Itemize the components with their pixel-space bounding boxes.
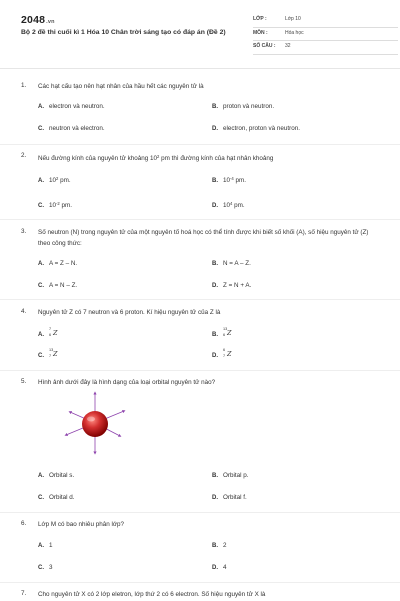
meta-value: Lớp 10 <box>285 16 301 22</box>
option-base: 10 <box>49 202 57 210</box>
element-symbol: Z <box>227 329 232 337</box>
question-4 <box>21 308 381 368</box>
option-text: 3 <box>49 564 53 571</box>
option-text: Orbital p. <box>223 472 249 479</box>
option-exponent: 2 <box>56 176 59 181</box>
question-text: Hình ảnh dưới đây là hình dạng của loại orbital nguyên tử nào? <box>38 379 216 386</box>
option-c[interactable] <box>38 201 72 209</box>
question-separator <box>0 219 400 220</box>
atomic-number: 7 <box>223 353 226 358</box>
option-d[interactable] <box>212 125 300 132</box>
option-exponent: 4 <box>230 201 233 206</box>
option-unit: pm. <box>233 177 246 185</box>
option-base: 10 <box>223 202 231 210</box>
option-letter: D. <box>212 203 218 210</box>
question-number: 4. <box>21 308 27 315</box>
option-base: 10 <box>223 177 231 185</box>
option-unit: pm. <box>232 202 245 210</box>
option-letter: B. <box>212 261 218 267</box>
option-text: 2 <box>223 542 227 549</box>
option-letter: D. <box>212 565 218 571</box>
question-number: 2. <box>21 152 27 159</box>
option-c[interactable] <box>38 564 53 571</box>
option-d[interactable] <box>212 201 245 209</box>
option-letter: A. <box>38 543 44 549</box>
question-separator <box>0 299 400 300</box>
header-divider <box>0 68 400 69</box>
element-symbol: Z <box>53 329 58 337</box>
question-separator <box>0 370 400 371</box>
option-unit: pm. <box>58 177 71 185</box>
option-text: Orbital s. <box>49 472 75 479</box>
option-text: A = Z – N. <box>49 260 78 267</box>
question-separator <box>0 512 400 513</box>
option-b[interactable] <box>212 260 251 267</box>
question-1 <box>21 82 381 142</box>
option-c[interactable] <box>38 494 75 501</box>
meta-table <box>253 14 398 55</box>
option-letter: B. <box>212 104 218 110</box>
option-text: N = A – Z. <box>223 260 251 267</box>
option-letter: A. <box>38 473 44 479</box>
nuclide-symbol <box>49 329 61 337</box>
option-text: electron và neutron. <box>49 103 105 110</box>
option-d[interactable] <box>212 282 251 289</box>
option-letter: A. <box>38 261 44 267</box>
document-title: Bộ 2 đề thi cuối kì 1 Hóa 10 Chân trời sáng tạo có đáp án (Đề 2) <box>21 29 226 36</box>
option-c[interactable] <box>38 350 61 359</box>
option-text: Orbital d. <box>49 494 75 501</box>
question-6 <box>21 520 381 580</box>
meta-label: SỐ CÂU : <box>253 43 276 49</box>
option-text: A = N – Z. <box>49 282 78 289</box>
orbital-sphere <box>82 411 108 437</box>
option-text: electron, proton và neutron. <box>223 125 301 132</box>
option-c[interactable] <box>38 282 77 289</box>
mass-number: 13 <box>223 327 228 331</box>
option-letter: C. <box>38 203 44 210</box>
option-base: 10 <box>49 177 57 185</box>
option-letter: A. <box>38 178 44 185</box>
question-text: Cho nguyên tử X có 2 lớp eletron, lớp thứ 2 có 6 electron. Số hiệu nguyên tử X là <box>38 591 266 598</box>
option-letter: C. <box>38 283 44 289</box>
option-letter: C. <box>38 495 44 501</box>
meta-label: MÔN : <box>253 29 268 36</box>
option-a[interactable] <box>38 176 71 184</box>
meta-row-class <box>253 14 398 28</box>
option-d[interactable] <box>212 564 227 571</box>
nuclide-symbol <box>49 350 61 358</box>
nuclide-symbol <box>223 329 235 337</box>
option-letter: C. <box>38 353 44 359</box>
option-letter: B. <box>212 178 218 185</box>
atomic-number: 6 <box>223 332 226 337</box>
question-separator <box>0 582 400 583</box>
document-header <box>21 14 381 60</box>
option-a[interactable] <box>38 329 61 338</box>
logo-text: 2048 <box>21 14 46 26</box>
mass-number: 13 <box>49 348 54 352</box>
option-b[interactable] <box>212 542 227 549</box>
question-number: 1. <box>21 82 27 89</box>
option-b[interactable] <box>212 329 235 338</box>
option-text: neutron và electron. <box>49 125 105 132</box>
option-letter: B. <box>212 332 218 338</box>
atomic-number: 6 <box>49 332 52 337</box>
question-2 <box>21 152 381 216</box>
element-symbol: Z <box>53 350 58 358</box>
option-a[interactable] <box>38 260 77 267</box>
option-letter: B. <box>212 543 218 549</box>
option-letter: D. <box>212 283 218 289</box>
option-exponent: -2 <box>56 201 60 206</box>
nuclide-symbol <box>223 350 235 358</box>
option-exponent: -4 <box>230 176 234 181</box>
option-text: Orbital f. <box>223 494 247 501</box>
option-text: 4 <box>223 564 227 571</box>
option-a[interactable] <box>38 472 74 479</box>
option-b[interactable] <box>212 472 249 479</box>
question-number: 3. <box>21 228 27 235</box>
question-text: Số neutron (N) trong nguyên tử của một nguyên tố hoá học có thể tính được khi biết số khối (A), số hiệu nguyên tử (Z) theo công thức: <box>38 229 369 247</box>
question-text-part: pm thì đường kính của hạt nhân khoảng <box>159 155 274 163</box>
meta-value: Hóa học <box>285 29 304 36</box>
option-letter: C. <box>38 565 44 571</box>
option-text: Z = N + A. <box>223 282 252 289</box>
question-text: Nguyên tử Z có 7 neutron và 6 proton. Kí hiệu nguyên tử của Z là <box>38 309 221 316</box>
option-letter: D. <box>212 126 218 132</box>
option-letter: D. <box>212 353 218 359</box>
question-number: 6. <box>21 520 27 527</box>
option-letter: C. <box>38 126 44 132</box>
option-a[interactable] <box>38 103 105 110</box>
option-c[interactable] <box>38 125 105 132</box>
question-number: 7. <box>21 590 27 597</box>
logo-domain: .vn <box>46 19 55 25</box>
option-a[interactable] <box>38 542 53 549</box>
question-text: Lớp M có bao nhiêu phân lớp? <box>38 521 124 528</box>
option-unit: pm. <box>59 202 72 210</box>
question-exponent: 2 <box>157 154 160 159</box>
question-text: Các hạt cấu tạo nên hạt nhân của hầu hết các nguyên tử là <box>38 83 204 90</box>
site-logo[interactable] <box>21 14 55 26</box>
option-d[interactable] <box>212 494 247 501</box>
option-b[interactable] <box>212 176 246 184</box>
option-letter: A. <box>38 332 44 338</box>
element-symbol: Z <box>227 350 232 358</box>
question-separator <box>0 144 400 145</box>
option-letter: A. <box>38 104 44 110</box>
meta-row-subject <box>253 28 398 42</box>
question-number: 5. <box>21 378 27 385</box>
option-b[interactable] <box>212 103 274 110</box>
meta-row-count <box>253 41 398 55</box>
mass-number: 6 <box>223 348 226 352</box>
question-7 <box>21 590 381 600</box>
s-orbital-illustration <box>62 390 128 456</box>
mass-number: 7 <box>49 327 52 331</box>
option-d[interactable] <box>212 350 235 359</box>
meta-value: 32 <box>285 43 291 49</box>
option-letter: B. <box>212 473 218 479</box>
option-text: proton và neutron. <box>223 103 275 110</box>
atomic-number: 7 <box>49 353 52 358</box>
meta-label: LỚP : <box>253 16 267 22</box>
question-text <box>38 152 378 165</box>
option-text: 1 <box>49 542 53 549</box>
question-3 <box>21 228 381 292</box>
option-letter: D. <box>212 495 218 501</box>
question-text-part: Nếu đường kính của nguyên tử khoảng 10 <box>38 155 157 163</box>
